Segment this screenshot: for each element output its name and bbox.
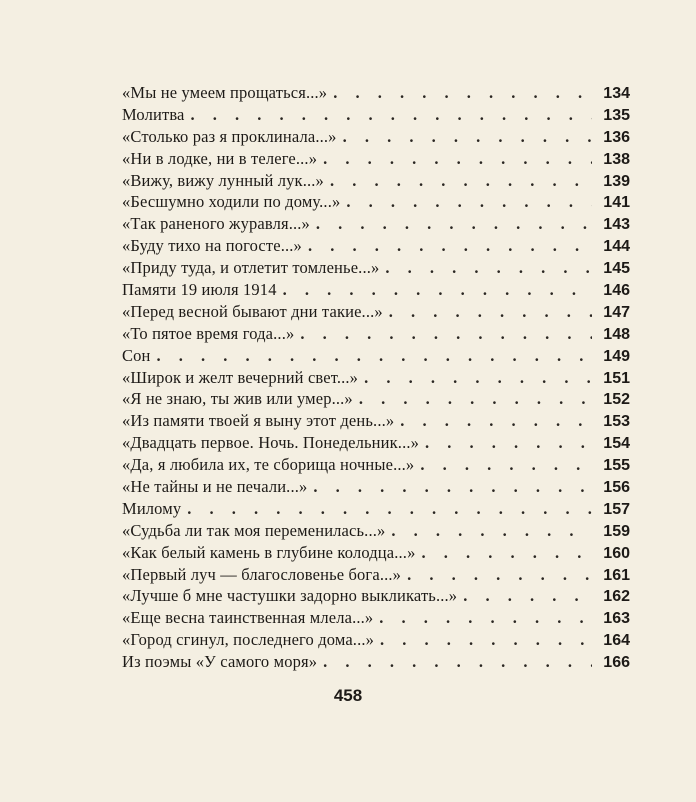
- toc-entry: [122, 235, 630, 257]
- toc-entry: [122, 410, 630, 432]
- dot-leader: [380, 629, 592, 651]
- toc-entry-page: 153: [603, 413, 630, 431]
- table-of-contents: [122, 82, 630, 673]
- toc-entry: [122, 520, 630, 542]
- toc-entry-title: «Бесшумно ходили по дому...»: [122, 192, 341, 212]
- toc-entry-title: «Я не знаю, ты жив или умер...»: [122, 389, 353, 409]
- dot-leader: [391, 520, 592, 542]
- toc-entry-title: «Лучше б мне частушки задорно выкликать...»: [122, 586, 458, 606]
- toc-entry-page: 157: [603, 500, 630, 518]
- dot-leader: [346, 191, 592, 213]
- toc-entry-page: 154: [603, 435, 630, 453]
- dot-leader: [191, 104, 592, 126]
- toc-entry: [122, 629, 630, 651]
- toc-entry-page: 148: [603, 325, 630, 343]
- toc-entry-title: Сон: [122, 345, 151, 365]
- page-number: 458: [333, 686, 363, 705]
- toc-entry-page: 138: [603, 150, 630, 168]
- dot-leader: [283, 279, 592, 301]
- dot-leader: [421, 542, 592, 564]
- toc-entry: [122, 542, 630, 564]
- toc-entry: [122, 498, 630, 520]
- toc-entry-title: «Не тайны и не печали...»: [122, 477, 308, 497]
- toc-entry: [122, 388, 630, 410]
- dot-leader: [187, 498, 592, 520]
- toc-entry-title: Из поэмы «У самого моря»: [122, 652, 318, 672]
- dot-leader: [407, 564, 592, 586]
- toc-entry-page: 160: [603, 544, 630, 562]
- toc-entry-page: 134: [603, 85, 630, 102]
- toc-entry: [122, 476, 630, 498]
- toc-entry-page: 151: [603, 369, 630, 387]
- toc-entry: [122, 607, 630, 629]
- dot-leader: [364, 367, 592, 389]
- dot-leader: [323, 148, 592, 170]
- toc-entry-page: 166: [603, 654, 630, 672]
- dot-leader: [425, 432, 592, 454]
- toc-entry-page: 161: [603, 566, 630, 584]
- toc-entry-page: 136: [603, 128, 630, 146]
- toc-entry: [122, 257, 630, 279]
- toc-entry-page: 139: [603, 172, 630, 190]
- toc-entry: [122, 148, 630, 170]
- toc-entry-page: 156: [603, 479, 630, 497]
- toc-entry-title: «Как белый камень в глубине колодца...»: [122, 542, 416, 562]
- dot-leader: [389, 301, 592, 323]
- toc-entry: [122, 454, 630, 476]
- dot-leader: [300, 323, 592, 345]
- toc-entry-page: 145: [603, 260, 630, 278]
- toc-entry-title: «Да, я любила их, те сборища ночные...»: [122, 455, 415, 475]
- dot-leader: [385, 257, 592, 279]
- toc-entry-page: 163: [603, 610, 630, 628]
- toc-entry: [122, 104, 630, 126]
- toc-entry: [122, 213, 630, 235]
- toc-entry: [122, 82, 630, 104]
- toc-entry: [122, 323, 630, 345]
- toc-entry-page: 159: [603, 522, 630, 540]
- toc-entry-title: «Широк и желт вечерний свет...»: [122, 367, 359, 387]
- toc-entry-page: 152: [603, 391, 630, 409]
- toc-entry-page: 149: [603, 347, 630, 365]
- dot-leader: [313, 476, 592, 498]
- dot-leader: [330, 170, 592, 192]
- toc-entry-title: «Вижу, вижу лунный лук...»: [122, 170, 324, 190]
- toc-entry-page: 141: [603, 194, 630, 212]
- toc-entry-title: «Судьба ли так моя переменилась...»: [122, 520, 386, 540]
- toc-entry: [122, 126, 630, 148]
- dot-leader: [420, 454, 592, 476]
- toc-entry-title: «Столько раз я проклинала...»: [122, 126, 337, 146]
- toc-entry-page: 155: [603, 457, 630, 475]
- toc-entry: [122, 367, 630, 389]
- toc-entry: [122, 651, 630, 673]
- toc-entry-title: «Из памяти твоей я выну этот день...»: [122, 411, 395, 431]
- toc-entry-title: «Приду туда, и отлетит томленье...»: [122, 258, 380, 278]
- toc-entry-title: «Еще весна таинственная млела...»: [122, 608, 374, 628]
- dot-leader: [316, 213, 592, 235]
- toc-entry-title: «Перед весной бывают дни такие...»: [122, 301, 383, 321]
- dot-leader: [463, 585, 592, 607]
- toc-entry-title: «Первый луч — благословенье бога...»: [122, 564, 402, 584]
- dot-leader: [333, 82, 592, 104]
- toc-entry-title: Молитва: [122, 104, 185, 124]
- toc-entry-title: «Ни в лодке, ни в телеге...»: [122, 148, 318, 168]
- toc-entry-title: «Мы не умеем прощаться...»: [122, 83, 328, 102]
- toc-entry-page: 164: [603, 632, 630, 650]
- toc-entry: [122, 279, 630, 301]
- toc-entry-title: «Двадцать первое. Ночь. Понедельник...»: [122, 433, 420, 453]
- dot-leader: [379, 607, 592, 629]
- toc-entry-page: 147: [603, 303, 630, 321]
- toc-entry-title: «Буду тихо на погосте...»: [122, 236, 302, 256]
- toc-entry-page: 143: [603, 216, 630, 234]
- dot-leader: [157, 345, 592, 367]
- toc-entry-page: 162: [603, 588, 630, 606]
- toc-entry: [122, 170, 630, 192]
- toc-entry: [122, 585, 630, 607]
- dot-leader: [308, 235, 592, 257]
- toc-entry-title: «То пятое время года...»: [122, 323, 295, 343]
- toc-entry: [122, 191, 630, 213]
- toc-entry: [122, 564, 630, 586]
- toc-entry-page: 135: [603, 106, 630, 124]
- toc-entry-page: 144: [603, 238, 630, 256]
- toc-entry-title: «Так раненого журавля...»: [122, 214, 310, 234]
- dot-leader: [323, 651, 592, 673]
- toc-entry: [122, 345, 630, 367]
- toc-entry-title: «Город сгинул, последнего дома...»: [122, 630, 375, 650]
- dot-leader: [359, 388, 592, 410]
- toc-entry-title: Милому: [122, 498, 182, 518]
- toc-entry-page: 146: [603, 282, 630, 300]
- dot-leader: [343, 126, 592, 148]
- toc-entry: [122, 301, 630, 323]
- toc-entry: [122, 432, 630, 454]
- dot-leader: [400, 410, 592, 432]
- toc-entry-title: Памяти 19 июля 1914: [122, 280, 277, 300]
